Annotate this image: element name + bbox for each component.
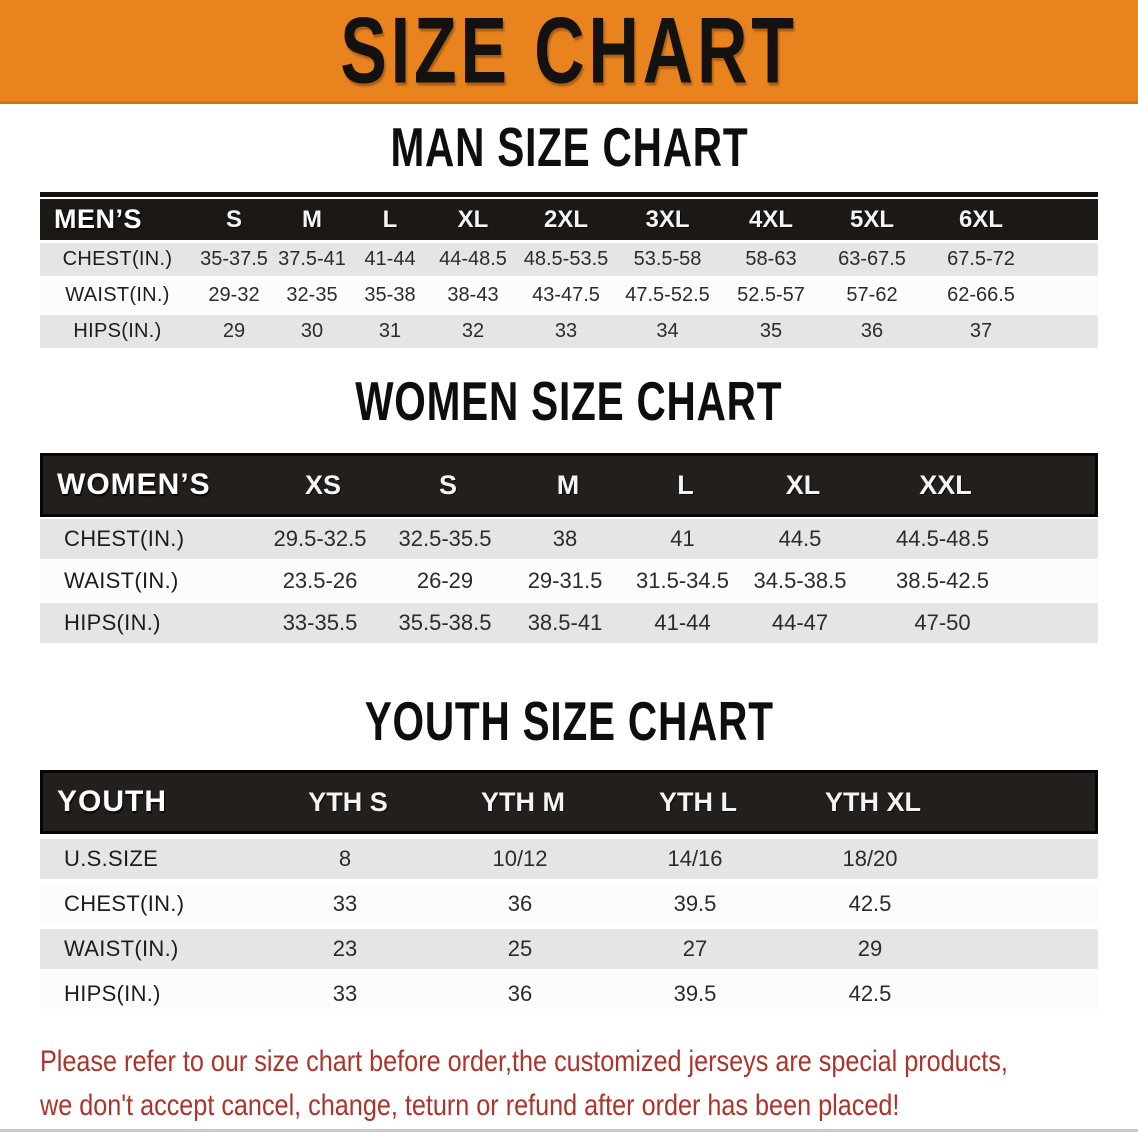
size-cell: 33: [332, 891, 358, 916]
youth-size-table: [40, 770, 1098, 1014]
men-table-header: [40, 199, 1098, 240]
size-cell: 33: [554, 320, 578, 342]
women-table-header: [40, 453, 1098, 517]
size-cell: 37: [969, 320, 993, 342]
women-heading: [0, 371, 1138, 433]
size-header: S: [225, 205, 242, 233]
size-header: XL: [457, 205, 489, 233]
women-group-label: WOMEN’S: [57, 468, 211, 501]
women-size-table: [40, 453, 1098, 643]
size-header: YTH L: [659, 786, 737, 817]
size-cell: 29-32: [208, 284, 260, 306]
size-cell: 39.5: [673, 891, 717, 916]
size-header: YTH M: [481, 786, 565, 817]
size-header: YTH S: [308, 786, 388, 817]
size-cell: 29.5-32.5: [273, 526, 367, 551]
size-cell: 35.5-38.5: [398, 610, 492, 635]
row-label: WAIST(IN.): [64, 568, 179, 593]
size-cell: 35-38: [364, 284, 416, 306]
size-cell: 67.5-72: [947, 248, 1015, 270]
men-group-label: MEN’S: [54, 204, 143, 234]
table-row: [40, 884, 1098, 924]
row-label: WAIST(IN.): [65, 284, 170, 306]
size-cell: 33: [332, 981, 358, 1006]
size-cell: 48.5-53.5: [523, 248, 609, 270]
size-header: 2XL: [543, 205, 588, 233]
size-cell: 31.5-34.5: [636, 568, 729, 593]
size-header: XS: [304, 469, 342, 500]
size-cell: 23.5-26: [282, 568, 358, 593]
size-header: M: [556, 469, 580, 500]
size-cell: 35-37.5: [200, 248, 268, 270]
men-heading-text: MAN SIZE CHART: [390, 117, 748, 179]
size-cell: 34.5-38.5: [753, 568, 847, 593]
size-cell: 32: [461, 320, 485, 342]
table-row: [40, 929, 1098, 969]
size-cell: 23: [332, 936, 358, 961]
size-cell: 34: [656, 320, 679, 342]
size-cell: 52.5-57: [737, 284, 805, 306]
men-section: [0, 117, 1138, 348]
size-cell: 47-50: [914, 610, 971, 635]
size-cell: 62-66.5: [947, 284, 1015, 306]
row-label: HIPS(IN.): [73, 320, 162, 342]
table-row: [40, 279, 1098, 312]
size-header: 3XL: [645, 205, 690, 233]
women-section: [0, 371, 1138, 643]
table-row: [40, 519, 1098, 559]
size-cell: 44-47: [771, 610, 829, 635]
youth-heading-text: YOUTH SIZE CHART: [364, 691, 774, 753]
size-header: L: [677, 469, 694, 500]
size-cell: 41-44: [654, 610, 711, 635]
youth-section: [0, 691, 1138, 1014]
size-cell: 27: [682, 936, 708, 961]
table-top-rule: [40, 192, 1098, 197]
size-cell: 47.5-52.5: [625, 284, 710, 306]
size-cell: 42.5: [848, 891, 892, 916]
size-cell: 58-63: [745, 248, 797, 270]
size-cell: 36: [860, 320, 884, 342]
size-cell: 29: [857, 936, 883, 961]
youth-heading: [0, 691, 1138, 753]
size-cell: 38.5-42.5: [896, 568, 989, 593]
size-header: S: [438, 469, 457, 500]
size-cell: 29-31.5: [527, 568, 603, 593]
size-cell: 25: [507, 936, 533, 961]
size-header: XXL: [919, 469, 972, 500]
row-label: CHEST(IN.): [62, 248, 173, 270]
size-header: M: [302, 205, 322, 233]
size-header: L: [382, 205, 398, 233]
row-label: HIPS(IN.): [64, 981, 161, 1006]
size-cell: 18/20: [842, 846, 898, 871]
row-label: CHEST(IN.): [64, 891, 185, 916]
men-size-table: [40, 192, 1098, 348]
youth-group-label: YOUTH: [57, 785, 167, 818]
row-label: HIPS(IN.): [64, 610, 161, 635]
row-label: CHEST(IN.): [64, 526, 185, 551]
size-cell: 37.5-41: [278, 248, 346, 270]
size-cell: 32-35: [286, 284, 338, 306]
size-cell: 8: [338, 846, 352, 871]
disclaimer-line-1: Please refer to our size chart before order,the customized jerseys are special products,: [40, 1045, 1008, 1078]
disclaimer: [40, 1040, 1138, 1128]
disclaimer-line-2: we don't accept cancel, change, teturn or refund after order has been placed!: [40, 1089, 900, 1122]
table-row: [40, 243, 1098, 276]
size-cell: 44.5-48.5: [896, 526, 989, 551]
women-heading-text: WOMEN SIZE CHART: [355, 371, 783, 433]
size-cell: 44-48.5: [439, 248, 507, 270]
page-title: SIZE CHART: [340, 0, 798, 103]
size-header: 5XL: [849, 205, 894, 233]
table-row: [40, 603, 1098, 643]
size-cell: 42.5: [848, 981, 892, 1006]
size-header: XL: [785, 469, 821, 500]
size-cell: 35: [759, 320, 783, 342]
size-cell: 29: [222, 320, 246, 342]
size-cell: 14/16: [667, 846, 723, 871]
size-cell: 43-47.5: [532, 284, 600, 306]
size-cell: 57-62: [846, 284, 898, 306]
size-cell: 38: [552, 526, 578, 551]
size-cell: 41-44: [364, 248, 416, 270]
size-cell: 33-35.5: [282, 610, 358, 635]
table-row: [40, 974, 1098, 1014]
size-cell: 31: [378, 320, 402, 342]
size-cell: 10/12: [492, 846, 548, 871]
size-header: 6XL: [958, 205, 1003, 233]
table-row: [40, 315, 1098, 348]
size-cell: 39.5: [673, 981, 717, 1006]
table-row: [40, 561, 1098, 601]
size-cell: 30: [300, 320, 324, 342]
size-cell: 63-67.5: [838, 248, 906, 270]
size-cell: 38-43: [447, 284, 499, 306]
row-label: WAIST(IN.): [64, 936, 179, 961]
men-heading: [0, 117, 1138, 179]
size-header: 4XL: [748, 205, 793, 233]
row-label: U.S.SIZE: [64, 846, 159, 871]
size-cell: 36: [507, 981, 533, 1006]
size-cell: 53.5-58: [633, 248, 702, 270]
table-row: [40, 839, 1098, 879]
size-cell: 41: [670, 526, 695, 551]
banner: [0, 0, 1138, 104]
size-cell: 38.5-41: [527, 610, 603, 635]
size-cell: 36: [507, 891, 533, 916]
size-cell: 32.5-35.5: [398, 526, 492, 551]
size-cell: 26-29: [416, 568, 474, 593]
size-cell: 44.5: [778, 526, 822, 551]
youth-table-header: [40, 770, 1098, 834]
size-header: YTH XL: [824, 786, 921, 817]
